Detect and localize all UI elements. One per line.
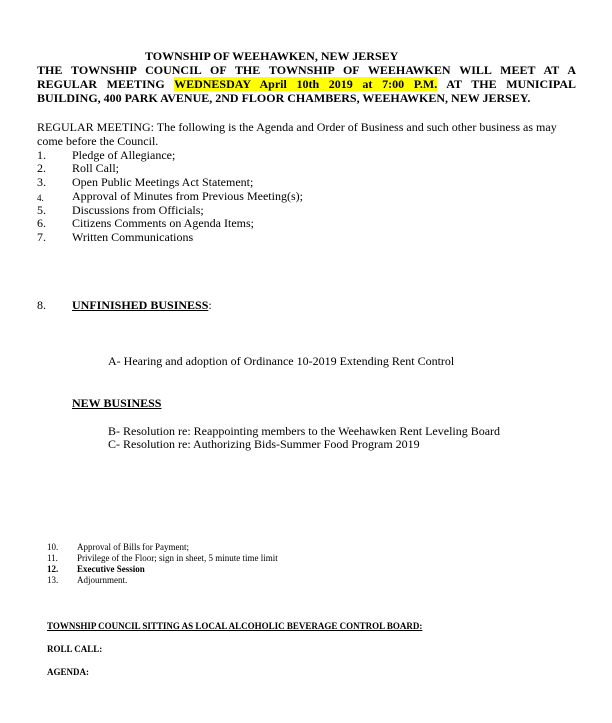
- intro-line-2-start: REGULAR MEETING: [37, 77, 165, 91]
- intro-line-3: BUILDING, 400 PARK AVENUE, 2ND FLOOR CHAMBERS, WEEHAWKEN, NEW JERSEY.: [37, 91, 531, 105]
- resolution-item-b: B- Resolution re: Reappointing members to the Weehawken Rent Leveling Board: [108, 424, 501, 438]
- intro-line-2-end: AT THE MUNICIPAL: [446, 77, 576, 91]
- regular-meeting-text: REGULAR MEETING: The following is the Agenda and Order of Business and such other business as may come before the Council.: [37, 120, 557, 148]
- roll-call-label: ROLL CALL:: [47, 644, 103, 654]
- new-business-heading: NEW BUSINESS: [72, 396, 162, 410]
- meeting-intro: [37, 63, 576, 105]
- abc-board-heading: TOWNSHIP COUNCIL SITTING AS LOCAL ALCOHOLIC BEVERAGE CONTROL BOARD:: [47, 621, 423, 631]
- resolution-item-c: C- Resolution re: Authorizing Bids-Summer Food Program 2019: [108, 437, 420, 451]
- meeting-date-highlight: WEDNESDAY April 10th 2019 at 7:00 P.M.: [174, 77, 438, 91]
- agenda-label: AGENDA:: [47, 667, 89, 677]
- intro-line-2: [37, 77, 576, 91]
- intro-line-1: THE TOWNSHIP COUNCIL OF THE TOWNSHIP OF WEEHAWKEN WILL MEET AT A: [37, 63, 576, 77]
- unfinished-business-heading: UNFINISHED BUSINESS: [72, 298, 209, 312]
- ordinance-item-a: A- Hearing and adoption of Ordinance 10-2019 Extending Rent Control: [108, 354, 455, 368]
- document-title: TOWNSHIP OF WEEHAWKEN, NEW JERSEY: [145, 49, 399, 63]
